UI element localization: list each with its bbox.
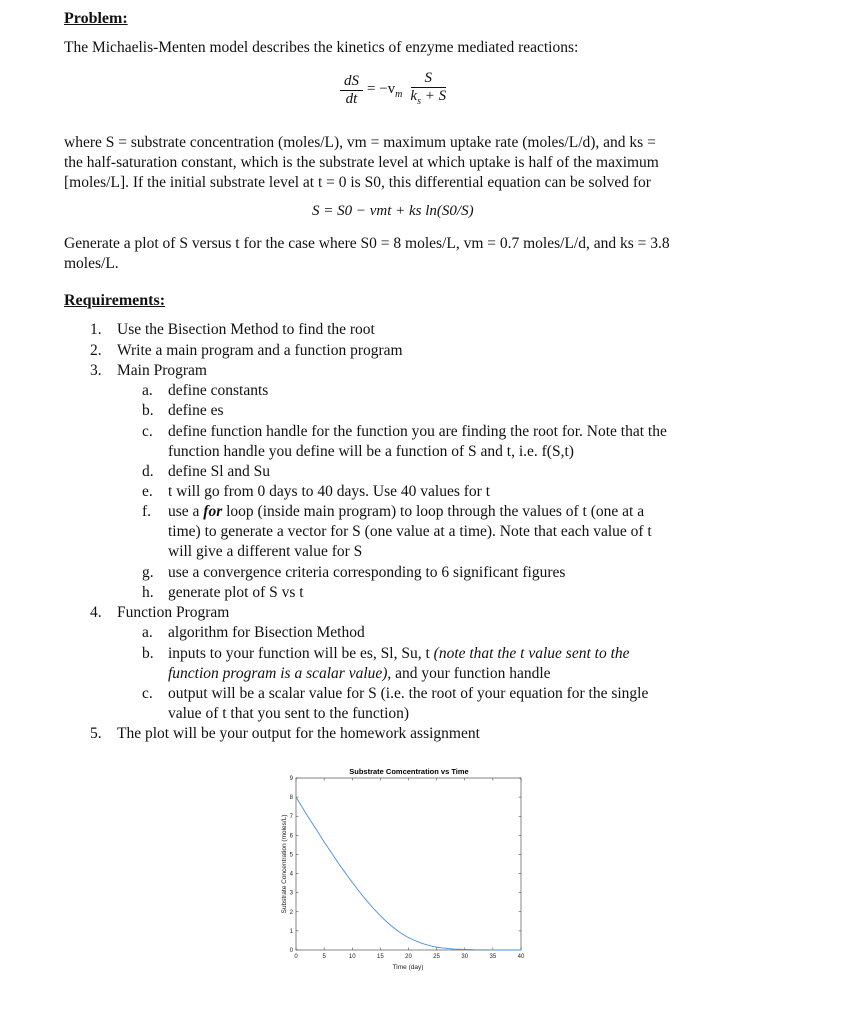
x-tick-label: 5 [322,954,326,960]
func-sub-c: output will be a scalar value for S (i.e. the root of your equation for the single [168,685,649,702]
main-sub-a: define constants [168,382,269,399]
problem-intro: The Michaelis-Menten model describes the kinetics of enzyme mediated reactions: [64,39,579,56]
problem-heading: Problem: [64,10,128,27]
y-axis-label: Substrate Concentration (moles/L) [281,814,288,914]
y-tick-label: 2 [289,909,293,916]
ode-rhs-den: $k_s + S$ [410,88,447,107]
x-tick-label: 25 [433,954,440,960]
req-num-3: 3. [90,362,102,379]
main-sub-d: define Sl and Su [168,463,271,480]
main-sub-e-num: e. [142,483,153,500]
main-sub-h: generate plot of S vs t [168,584,304,601]
func-sub-c-num: c. [142,685,153,702]
req-num-1: 1. [90,321,102,338]
y-tick-label: 9 [289,776,293,782]
main-sub-b: define es [168,402,224,419]
func-sub-c-cont: value of t that you sent to the function) [168,705,410,722]
chart-title: Substrate Comcentration vs Time [349,767,469,776]
y-tick-label: 8 [289,795,293,802]
where-line-3: [moles/L]. If the initial substrate level at t = 0 is S0, this differential equation can be solved for [64,174,651,191]
func-sub-a: algorithm for Bisection Method [168,624,365,641]
where-line-2: the half-saturation constant, which is the substrate level at which uptake is half of the maximum [64,154,659,171]
req-item-5: The plot will be your output for the homework assignment [117,725,480,742]
main-sub-b-num: b. [142,402,154,419]
y-tick-label: 1 [289,928,293,935]
req-item-2: Write a main program and a function program [117,342,403,359]
req-item-3: Main Program [117,362,207,379]
x-tick-label: 35 [489,954,497,960]
x-tick-label: 0 [294,954,298,960]
axis-ticks [290,776,525,960]
req-num-5: 5. [90,725,102,742]
func-sub-b-cont: function program is a scalar value), and your function handle [168,665,551,682]
req-num-4: 4. [90,604,102,621]
substrate-chart [270,760,540,980]
x-tick-label: 15 [377,954,384,960]
main-sub-e: t will go from 0 days to 40 days. Use 40 values for t [168,483,491,500]
where-line-1: where S = substrate concentration (moles/L), vm = maximum uptake rate (moles/L/d), and ks = [64,134,656,151]
ode-lhs-den: dt [345,90,358,107]
req-item-4: Function Program [117,604,230,621]
x-tick-label: 30 [461,954,469,960]
main-sub-f-cont-1: time) to generate a vector for S (one value at a time). Note that each value of t [168,523,652,540]
x-tick-label: 10 [348,954,356,960]
ode-equation [340,70,450,110]
solution-equation: S = S0 − vmt + ks ln(S0/S) [312,203,474,219]
x-axis-label: Time (day) [392,964,424,971]
req-item-1: Use the Bisection Method to find the root [117,321,375,338]
y-tick-label: 0 [289,948,293,954]
ode-lhs-num: dS [340,73,363,91]
x-tick-label: 40 [517,954,525,960]
main-sub-f-num: f. [142,503,152,520]
func-sub-a-num: a. [142,624,153,641]
y-tick-label: 3 [289,890,293,897]
main-sub-g: use a convergence criteria corresponding to 6 significant figures [168,564,566,581]
generate-line-2: moles/L. [64,255,119,272]
ode-mid: = $-v_m$ [367,80,403,100]
func-sub-b: inputs to your function will be es, Sl, Su, t (note that the t value sent to the [168,645,630,662]
func-sub-b-num: b. [142,645,154,662]
ode-rhs-num: S [411,70,447,88]
main-sub-a-num: a. [142,382,153,399]
main-sub-f-cont-2: will give a different value for S [168,543,363,560]
requirements-heading: Requirements: [64,292,166,309]
req-num-2: 2. [90,342,102,359]
plot-frame [296,778,521,950]
main-sub-c-cont: function handle you define will be a function of S and t, i.e. f(S,t) [168,443,574,460]
generate-line-1: Generate a plot of S versus t for the case where S0 = 8 moles/L, vm = 0.7 moles/L/d, and ks = 3.8 [64,235,670,252]
y-tick-label: 7 [289,814,293,821]
y-tick-label: 6 [289,833,293,840]
main-sub-c: define function handle for the function you are finding the root for. Note that the [168,423,667,440]
main-sub-g-num: g. [142,564,154,581]
main-sub-c-num: c. [142,423,153,440]
main-sub-h-num: h. [142,584,154,601]
y-tick-label: 4 [289,871,293,878]
main-sub-f: use a for loop (inside main program) to loop through the values of t (one at a [168,503,645,520]
x-tick-label: 20 [405,954,412,960]
main-sub-d-num: d. [142,463,154,480]
series-line [296,797,521,950]
y-tick-label: 5 [289,852,293,859]
